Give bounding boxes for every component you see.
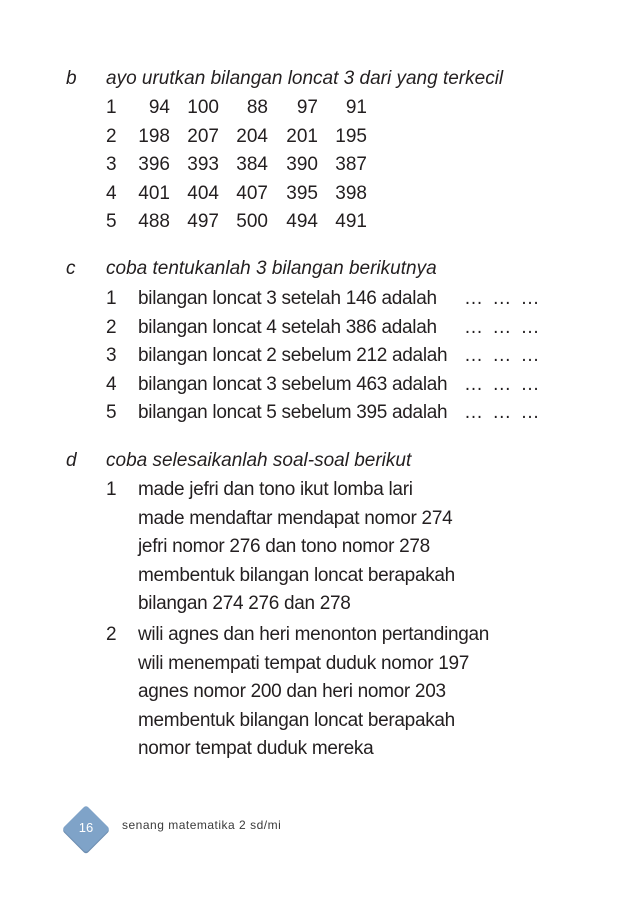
row-number: 3: [106, 154, 117, 175]
problem-line: agnes nomor 200 dan heri nomor 203: [138, 681, 446, 702]
sequence-value: 91: [345, 97, 367, 118]
problem-line: membentuk bilangan loncat berapakah: [138, 709, 455, 731]
problem-line: wili agnes dan heri menonton pertandingan: [138, 624, 490, 645]
sequence-value: 497: [187, 211, 219, 232]
row-number: 5: [106, 211, 117, 232]
item-number: 5: [106, 402, 117, 423]
book-title: senang matematika 2 sd/mi: [122, 818, 282, 832]
item-text: bilangan loncat 3 sebelum 463 adalah: [138, 373, 448, 395]
section-b-heading: ayo urutkan bilangan loncat 3 dari yang terkecil: [106, 68, 504, 89]
answer-blanks: … … …: [464, 402, 540, 423]
page-number: 16: [78, 820, 94, 835]
sequence-value: 384: [236, 154, 268, 175]
answer-blanks: … … …: [464, 288, 540, 309]
item-text: bilangan loncat 4 setelah 386 adalah: [138, 316, 437, 338]
problem-number: 1: [106, 479, 117, 500]
answer-blanks: … … …: [464, 373, 540, 395]
sequence-value: 204: [236, 125, 268, 147]
problem-line: wili menempati tempat duduk nomor 197: [138, 652, 470, 674]
sequence-value: 395: [286, 182, 318, 204]
item-number: 4: [106, 373, 117, 395]
sequence-value: 207: [187, 125, 219, 147]
sequence-value: 88: [246, 97, 268, 118]
sequence-value: 401: [138, 182, 170, 204]
sequence-value: 94: [148, 97, 170, 118]
sequence-value: 494: [286, 211, 318, 232]
sequence-value: 390: [286, 154, 318, 175]
sequence-value: 398: [335, 182, 367, 204]
sequence-value: 396: [138, 154, 170, 175]
sequence-value: 488: [138, 211, 170, 232]
problem-line: membentuk bilangan loncat berapakah: [138, 564, 455, 586]
problem-line: made mendaftar mendapat nomor 274: [138, 507, 453, 529]
sequence-value: 500: [236, 211, 268, 232]
section-d-heading: coba selesaikanlah soal-soal berikut: [106, 450, 412, 471]
problem-line: bilangan 274 276 dan 278: [138, 593, 351, 614]
sequence-value: 393: [187, 154, 219, 175]
answer-blanks: … … …: [464, 345, 540, 366]
sequence-value: 404: [187, 182, 219, 204]
sequence-value: 407: [236, 182, 268, 204]
sequence-value: 195: [335, 125, 367, 147]
sequence-value: 100: [187, 97, 219, 118]
sequence-value: 387: [335, 154, 367, 175]
answer-blanks: … … …: [464, 316, 540, 338]
problem-line: nomor tempat duduk mereka: [138, 738, 374, 759]
item-number: 2: [106, 316, 117, 338]
item-text: bilangan loncat 2 sebelum 212 adalah: [138, 345, 448, 366]
row-number: 1: [106, 97, 117, 118]
item-number: 1: [106, 288, 117, 309]
sequence-value: 491: [335, 211, 367, 232]
section-c-letter: c: [66, 258, 76, 279]
section-d-letter: d: [66, 450, 77, 471]
section-c-heading: coba tentukanlah 3 bilangan berikutnya: [106, 258, 437, 279]
section-b-letter: b: [66, 68, 77, 89]
row-number: 4: [106, 182, 117, 204]
item-number: 3: [106, 345, 117, 366]
item-text: bilangan loncat 3 setelah 146 adalah: [138, 288, 437, 309]
problem-number: 2: [106, 624, 117, 645]
sequence-value: 201: [286, 125, 318, 147]
problem-line: made jefri dan tono ikut lomba lari: [138, 479, 413, 500]
row-number: 2: [106, 125, 117, 147]
sequence-value: 97: [296, 97, 318, 118]
sequence-value: 198: [138, 125, 170, 147]
problem-line: jefri nomor 276 dan tono nomor 278: [138, 536, 430, 557]
item-text: bilangan loncat 5 sebelum 395 adalah: [138, 402, 448, 423]
